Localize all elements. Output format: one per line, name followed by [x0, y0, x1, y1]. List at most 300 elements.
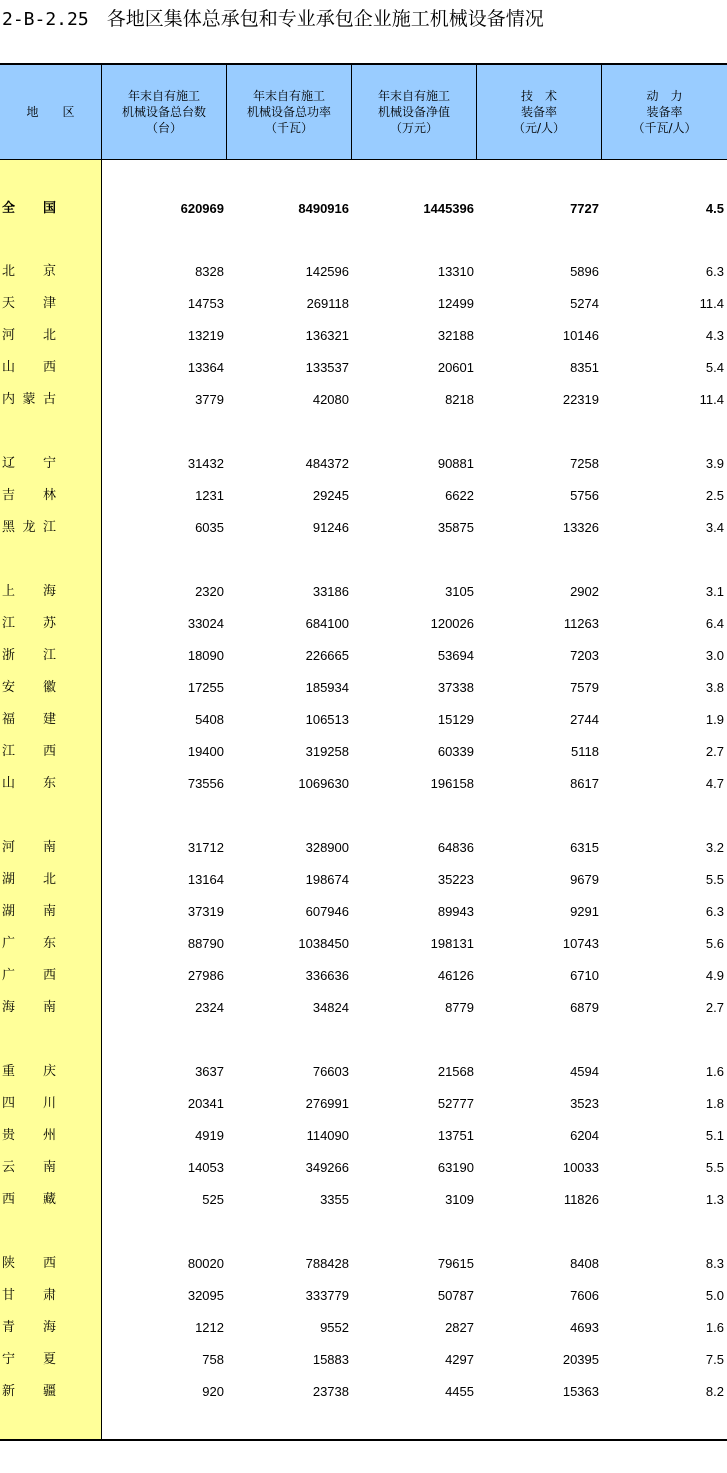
region-name [2, 326, 56, 346]
region-char: 陕 [2, 1256, 16, 1271]
cell-tech: 8617 [570, 776, 599, 791]
table-row [0, 326, 727, 346]
cell-value: 50787 [437, 1288, 474, 1303]
cell-power: 328900 [305, 840, 349, 855]
cell-value: 8779 [445, 1000, 474, 1015]
cell-powerrate: 3.4 [705, 520, 724, 535]
cell-power: 34824 [312, 1000, 349, 1015]
region-name [2, 838, 56, 858]
region-char: 宁 [2, 1352, 16, 1367]
cell-tech: 5896 [570, 264, 599, 279]
region-char: 新 [2, 1384, 16, 1399]
header-region: 地 区 [26, 105, 75, 119]
header-power-rate: 动 力 装备率 （千瓦/人） [632, 89, 697, 135]
cell-powerrate: 5.5 [705, 1160, 724, 1175]
cell-count: 920 [202, 1384, 224, 1399]
region-name [2, 1062, 56, 1082]
cell-power: 76603 [312, 1064, 349, 1079]
cell-count: 1231 [195, 488, 224, 503]
region-char: 西 [42, 968, 56, 983]
region-column-background [0, 160, 101, 1439]
region-name [2, 998, 56, 1018]
cell-power: 1038450 [298, 936, 349, 951]
region-name [2, 966, 56, 986]
region-char: 海 [2, 1000, 16, 1015]
cell-powerrate: 2.7 [705, 1000, 724, 1015]
cell-value: 3105 [445, 584, 474, 599]
region-char: 川 [42, 1096, 56, 1111]
region-char: 古 [42, 392, 56, 407]
table-row [0, 742, 727, 762]
cell-power: 788428 [305, 1256, 349, 1271]
cell-powerrate: 1.9 [705, 712, 724, 727]
cell-value: 35223 [437, 872, 474, 887]
cell-tech: 7203 [570, 648, 599, 663]
cell-powerrate: 6.3 [705, 904, 724, 919]
region-char: 湖 [2, 872, 16, 887]
cell-value: 15129 [437, 712, 474, 727]
cell-power: 484372 [305, 456, 349, 471]
cell-value: 52777 [437, 1096, 474, 1111]
cell-value: 35875 [437, 520, 474, 535]
region-char: 州 [42, 1128, 56, 1143]
cell-powerrate: 3.0 [705, 648, 724, 663]
table-row [0, 1062, 727, 1082]
table-row [0, 998, 727, 1018]
cell-count: 33024 [187, 616, 224, 631]
region-column-divider [101, 160, 102, 1439]
region-char: 夏 [42, 1352, 56, 1367]
table-row [0, 1254, 727, 1274]
cell-tech: 15363 [562, 1384, 599, 1399]
region-name [2, 294, 56, 314]
cell-powerrate: 5.5 [705, 872, 724, 887]
region-name [2, 902, 56, 922]
region-name [2, 1190, 56, 1210]
cell-power: 42080 [312, 392, 349, 407]
cell-value: 3109 [445, 1192, 474, 1207]
cell-value: 120026 [430, 616, 474, 631]
cell-tech: 5118 [571, 744, 599, 759]
region-name [2, 934, 56, 954]
cell-count: 13364 [187, 360, 224, 375]
cell-power: 226665 [305, 648, 349, 663]
cell-tech: 13326 [562, 520, 599, 535]
cell-powerrate: 7.5 [705, 1352, 724, 1367]
region-char: 疆 [42, 1384, 56, 1399]
region-name [2, 582, 56, 602]
cell-tech: 20395 [562, 1352, 599, 1367]
region-name [2, 774, 56, 794]
cell-count: 6035 [195, 520, 224, 535]
cell-count: 73556 [187, 776, 224, 791]
table-row [0, 646, 727, 666]
cell-tech: 6879 [570, 1000, 599, 1015]
cell-count: 37319 [187, 904, 224, 919]
region-name [2, 518, 56, 538]
table-row [0, 614, 727, 634]
table-row [0, 774, 727, 794]
cell-count: 2324 [195, 1000, 224, 1015]
region-char: 藏 [42, 1192, 56, 1207]
region-char: 海 [42, 584, 56, 599]
cell-power: 106513 [305, 712, 349, 727]
region-char: 甘 [2, 1288, 16, 1303]
cell-power: 269118 [306, 296, 349, 311]
region-char: 重 [2, 1064, 16, 1079]
region-char: 天 [2, 296, 16, 311]
cell-count: 31432 [187, 456, 224, 471]
region-char: 京 [42, 264, 56, 279]
table-row [0, 582, 727, 602]
table-row [0, 1190, 727, 1210]
table-title: 各地区集体总承包和专业承包企业施工机械设备情况 [106, 8, 544, 30]
cell-value: 13310 [437, 264, 474, 279]
cell-power: 9552 [320, 1320, 349, 1335]
cell-tech: 11263 [563, 616, 599, 631]
cell-value: 4297 [445, 1352, 474, 1367]
bottom-rule [0, 1439, 727, 1441]
cell-value: 196158 [430, 776, 474, 791]
table-row [0, 1286, 727, 1306]
cell-powerrate: 5.0 [705, 1288, 724, 1303]
region-char: 云 [2, 1160, 16, 1175]
cell-value: 60339 [437, 744, 474, 759]
region-char: 苏 [42, 616, 56, 631]
region-char: 山 [2, 360, 16, 375]
cell-powerrate: 3.9 [705, 456, 724, 471]
region-name [2, 870, 56, 890]
region-char: 四 [2, 1096, 16, 1111]
cell-power: 114090 [306, 1128, 349, 1143]
cell-count: 3779 [195, 392, 224, 407]
region-char: 广 [2, 968, 16, 983]
cell-power: 607946 [305, 904, 349, 919]
cell-count: 17255 [187, 680, 224, 695]
cell-power: 349266 [305, 1160, 349, 1175]
cell-count: 14053 [187, 1160, 224, 1175]
region-char: 林 [42, 488, 56, 503]
cell-powerrate: 2.5 [705, 488, 724, 503]
region-char: 肃 [42, 1288, 56, 1303]
cell-powerrate: 11.4 [699, 296, 724, 311]
cell-tech: 5756 [570, 488, 599, 503]
region-char: 东 [42, 776, 56, 791]
region-char: 建 [42, 712, 56, 727]
cell-value: 63190 [437, 1160, 474, 1175]
cell-tech: 22319 [562, 392, 599, 407]
region-name [2, 199, 56, 219]
header-value: 年末自有施工 机械设备净值 （万元） [377, 89, 450, 135]
region-name [2, 678, 56, 698]
cell-tech: 2744 [570, 712, 599, 727]
cell-power: 185934 [305, 680, 349, 695]
region-name [2, 1382, 56, 1402]
region-name [2, 358, 56, 378]
cell-count: 32095 [187, 1288, 224, 1303]
cell-count: 13219 [187, 328, 224, 343]
table-row [0, 486, 727, 506]
table-row [0, 710, 727, 730]
cell-value: 13751 [437, 1128, 474, 1143]
region-name [2, 1158, 56, 1178]
cell-count: 3637 [195, 1064, 224, 1079]
cell-power: 23738 [312, 1384, 349, 1399]
region-char: 江 [42, 648, 56, 663]
region-char: 国 [42, 201, 56, 216]
region-char: 西 [42, 744, 56, 759]
cell-powerrate: 8.2 [705, 1384, 724, 1399]
cell-power: 319258 [305, 744, 349, 759]
region-char: 南 [42, 840, 56, 855]
cell-count: 20341 [187, 1096, 224, 1111]
table-row [0, 262, 727, 282]
region-char: 湖 [2, 904, 16, 919]
cell-tech: 5274 [570, 296, 599, 311]
cell-power: 276991 [305, 1096, 349, 1111]
header-rule [0, 159, 727, 160]
cell-powerrate: 3.1 [705, 584, 724, 599]
region-name [2, 454, 56, 474]
region-name [2, 742, 56, 762]
region-char: 辽 [2, 456, 16, 471]
cell-tech: 7606 [570, 1288, 599, 1303]
cell-power: 133537 [305, 360, 349, 375]
region-char: 上 [2, 584, 16, 599]
table-row [0, 518, 727, 538]
region-name [2, 486, 56, 506]
cell-value: 53694 [437, 648, 474, 663]
cell-power: 91246 [312, 520, 349, 535]
table-code: 2-B-2.25 [2, 9, 89, 30]
cell-tech: 6315 [570, 840, 599, 855]
cell-powerrate: 6.4 [705, 616, 724, 631]
cell-powerrate: 5.6 [705, 936, 724, 951]
cell-value: 90881 [437, 456, 474, 471]
region-char: 内 [2, 392, 16, 407]
table-row [0, 1158, 727, 1178]
header-count: 年末自有施工 机械设备总台数 （台） [121, 89, 206, 135]
cell-tech: 4594 [570, 1064, 599, 1079]
cell-powerrate: 4.9 [705, 968, 724, 983]
table-row [0, 870, 727, 890]
cell-count: 19400 [187, 744, 224, 759]
region-char: 南 [42, 1000, 56, 1015]
region-char: 龙 [22, 520, 36, 535]
region-char: 海 [42, 1320, 56, 1335]
cell-value: 20601 [437, 360, 474, 375]
region-char: 宁 [42, 456, 56, 471]
table-row [0, 199, 727, 219]
cell-tech: 10743 [562, 936, 599, 951]
cell-tech: 9679 [570, 872, 599, 887]
table-row [0, 390, 727, 410]
cell-power: 136321 [305, 328, 349, 343]
region-name [2, 614, 56, 634]
cell-value: 6622 [445, 488, 474, 503]
cell-count: 88790 [187, 936, 224, 951]
cell-count: 525 [202, 1192, 224, 1207]
cell-value: 1445396 [423, 201, 474, 216]
cell-tech: 10033 [562, 1160, 599, 1175]
table-row [0, 838, 727, 858]
region-name [2, 710, 56, 730]
cell-count: 18090 [187, 648, 224, 663]
cell-value: 12499 [437, 296, 474, 311]
cell-count: 2320 [195, 584, 224, 599]
region-char: 吉 [2, 488, 16, 503]
region-char: 津 [42, 296, 56, 311]
cell-value: 79615 [437, 1256, 474, 1271]
region-char: 西 [2, 1192, 16, 1207]
cell-count: 758 [202, 1352, 224, 1367]
region-char: 安 [2, 680, 16, 695]
table-row [0, 934, 727, 954]
cell-powerrate: 1.6 [705, 1064, 724, 1079]
cell-tech: 8351 [570, 360, 599, 375]
region-char: 黑 [2, 520, 16, 535]
region-char: 北 [2, 264, 16, 279]
region-name [2, 1094, 56, 1114]
region-name [2, 1350, 56, 1370]
cell-powerrate: 4.7 [705, 776, 724, 791]
table-row [0, 1350, 727, 1370]
region-char: 南 [42, 1160, 56, 1175]
region-char: 河 [2, 840, 16, 855]
cell-powerrate: 1.3 [705, 1192, 724, 1207]
table-row [0, 966, 727, 986]
cell-power: 684100 [305, 616, 349, 631]
region-char: 浙 [2, 648, 16, 663]
cell-tech: 7727 [570, 201, 599, 216]
table-header [0, 65, 727, 159]
cell-power: 29245 [312, 488, 349, 503]
region-char: 西 [42, 360, 56, 375]
region-char: 北 [42, 872, 56, 887]
region-name [2, 1126, 56, 1146]
cell-powerrate: 8.3 [705, 1256, 724, 1271]
region-char: 青 [2, 1320, 16, 1335]
cell-count: 620969 [180, 201, 224, 216]
cell-power: 198674 [305, 872, 349, 887]
cell-tech: 7579 [570, 680, 599, 695]
cell-tech: 6204 [570, 1128, 599, 1143]
region-name [2, 646, 56, 666]
cell-power: 142596 [305, 264, 349, 279]
table-row [0, 1382, 727, 1402]
cell-count: 27986 [187, 968, 224, 983]
table-row [0, 1318, 727, 1338]
cell-value: 21568 [437, 1064, 474, 1079]
cell-value: 32188 [437, 328, 474, 343]
page-title [2, 4, 544, 34]
region-char: 山 [2, 776, 16, 791]
cell-power: 33186 [312, 584, 349, 599]
cell-value: 37338 [437, 680, 474, 695]
cell-count: 31712 [187, 840, 224, 855]
table-row [0, 1094, 727, 1114]
table-row [0, 454, 727, 474]
cell-power: 1069630 [298, 776, 349, 791]
cell-powerrate: 6.3 [705, 264, 724, 279]
region-char: 蒙 [22, 392, 36, 407]
cell-power: 8490916 [298, 201, 349, 216]
region-char: 贵 [2, 1128, 16, 1143]
header-power: 年末自有施工 机械设备总功率 （千瓦） [246, 89, 331, 135]
cell-power: 15883 [312, 1352, 349, 1367]
table-row [0, 294, 727, 314]
table-row [0, 1126, 727, 1146]
cell-value: 2827 [445, 1320, 474, 1335]
cell-count: 13164 [187, 872, 224, 887]
cell-count: 14753 [187, 296, 224, 311]
cell-powerrate: 5.4 [705, 360, 724, 375]
region-char: 江 [2, 616, 16, 631]
region-name [2, 1318, 56, 1338]
cell-powerrate: 1.8 [705, 1096, 724, 1111]
region-name [2, 1286, 56, 1306]
region-char: 福 [2, 712, 16, 727]
cell-tech: 6710 [570, 968, 599, 983]
cell-count: 8328 [195, 264, 224, 279]
region-name [2, 1254, 56, 1274]
cell-value: 46126 [437, 968, 474, 983]
region-char: 庆 [42, 1064, 56, 1079]
cell-count: 5408 [195, 712, 224, 727]
region-name [2, 262, 56, 282]
cell-powerrate: 3.2 [705, 840, 724, 855]
cell-tech: 7258 [570, 456, 599, 471]
cell-powerrate: 5.1 [705, 1128, 724, 1143]
cell-tech: 8408 [570, 1256, 599, 1271]
table-row [0, 902, 727, 922]
table-row [0, 678, 727, 698]
cell-tech: 11826 [563, 1192, 599, 1207]
cell-tech: 10146 [562, 328, 599, 343]
region-char: 北 [42, 328, 56, 343]
region-char: 徽 [42, 680, 56, 695]
cell-powerrate: 1.6 [705, 1320, 724, 1335]
region-char: 全 [2, 201, 16, 216]
region-char: 广 [2, 936, 16, 951]
cell-count: 4919 [195, 1128, 224, 1143]
cell-tech: 4693 [570, 1320, 599, 1335]
table-row [0, 358, 727, 378]
region-char: 江 [42, 520, 56, 535]
cell-tech: 9291 [570, 904, 599, 919]
cell-powerrate: 4.5 [705, 201, 724, 216]
cell-tech: 3523 [570, 1096, 599, 1111]
cell-power: 336636 [305, 968, 349, 983]
region-char: 江 [2, 744, 16, 759]
region-char: 南 [42, 904, 56, 919]
cell-powerrate: 3.8 [705, 680, 724, 695]
region-char: 西 [42, 1256, 56, 1271]
cell-value: 89943 [437, 904, 474, 919]
cell-powerrate: 4.3 [705, 328, 724, 343]
cell-value: 64836 [437, 840, 474, 855]
cell-count: 80020 [187, 1256, 224, 1271]
cell-count: 1212 [195, 1320, 224, 1335]
cell-powerrate: 2.7 [705, 744, 724, 759]
cell-tech: 2902 [570, 584, 599, 599]
region-char: 东 [42, 936, 56, 951]
header-tech-rate: 技 术 装备率 （元/人） [512, 89, 566, 135]
region-char: 河 [2, 328, 16, 343]
cell-power: 333779 [305, 1288, 349, 1303]
region-name [2, 390, 56, 410]
cell-powerrate: 11.4 [699, 392, 724, 407]
